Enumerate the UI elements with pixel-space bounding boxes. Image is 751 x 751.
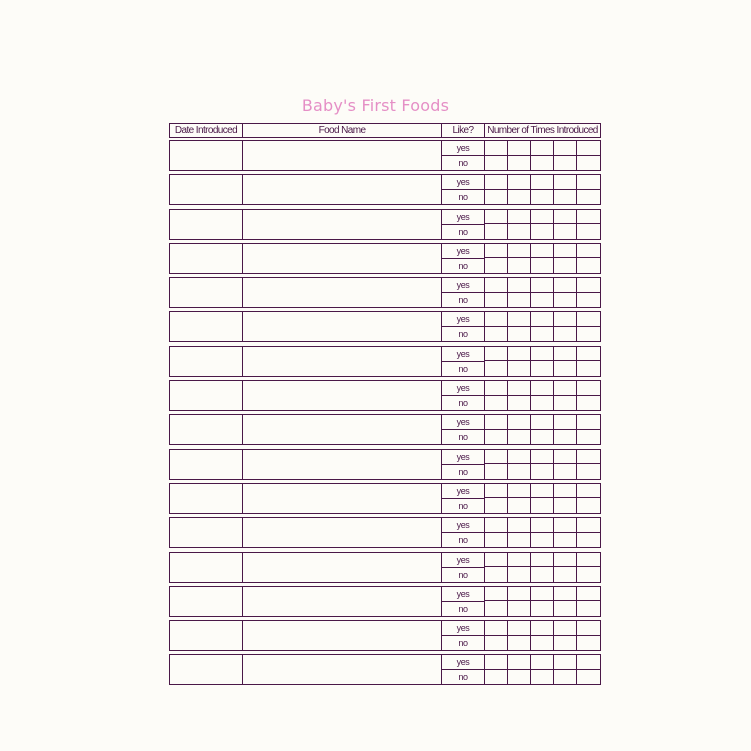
food-name-cell[interactable]	[243, 244, 442, 273]
tally-box[interactable]	[554, 190, 577, 205]
table-row	[169, 140, 601, 171]
tally-box[interactable]	[485, 567, 508, 582]
tally-box[interactable]	[531, 636, 554, 651]
like-no-option[interactable]: no	[458, 158, 468, 168]
tally-box[interactable]	[531, 327, 554, 342]
times-introduced-grid	[485, 450, 600, 479]
tally-box[interactable]	[531, 621, 554, 636]
table-row	[169, 483, 601, 514]
tally-box[interactable]	[485, 381, 508, 396]
tally-box[interactable]	[485, 587, 508, 602]
like-cell	[442, 347, 485, 376]
tally-box[interactable]	[485, 670, 508, 685]
tally-box[interactable]	[485, 156, 508, 171]
tally-box[interactable]	[577, 498, 600, 513]
table-row	[169, 380, 601, 411]
tally-box[interactable]	[485, 361, 508, 376]
tally-box[interactable]	[554, 553, 577, 568]
food-name-cell[interactable]	[243, 553, 442, 582]
page-title: Baby's First Foods	[301, 96, 450, 115]
tally-box[interactable]	[577, 518, 600, 533]
times-introduced-grid	[485, 381, 600, 410]
tally-box[interactable]	[485, 655, 508, 670]
food-name-cell[interactable]	[243, 655, 442, 684]
tally-box[interactable]	[577, 293, 600, 308]
like-no-option[interactable]: no	[458, 226, 468, 237]
tally-box[interactable]	[577, 533, 600, 548]
tally-box[interactable]	[508, 533, 531, 548]
tally-box[interactable]	[508, 553, 531, 568]
tally-box[interactable]	[485, 327, 508, 342]
food-name-cell[interactable]	[243, 278, 442, 307]
tally-box[interactable]	[554, 141, 577, 156]
tally-box[interactable]	[485, 553, 508, 568]
tally-box[interactable]	[531, 430, 554, 445]
times-introduced-grid	[485, 415, 600, 444]
table-row	[169, 654, 601, 685]
tally-box[interactable]	[508, 224, 531, 239]
tally-box[interactable]	[554, 464, 577, 479]
like-yes-option[interactable]: yes	[442, 655, 484, 670]
tally-box[interactable]	[531, 670, 554, 685]
like-cell	[442, 553, 485, 582]
like-no-option[interactable]: no	[458, 260, 468, 271]
tally-box[interactable]	[554, 175, 577, 190]
like-no-option[interactable]: no	[458, 569, 468, 580]
tally-box[interactable]	[485, 190, 508, 205]
tally-box[interactable]	[554, 450, 577, 465]
date-introduced-cell[interactable]	[170, 278, 243, 307]
table-row	[169, 552, 601, 583]
tally-box[interactable]	[485, 312, 508, 327]
tally-box[interactable]	[531, 415, 554, 430]
date-introduced-cell[interactable]	[170, 621, 243, 650]
tally-box[interactable]	[508, 278, 531, 293]
tally-box[interactable]	[508, 293, 531, 308]
like-yes-option[interactable]: yes	[442, 278, 484, 293]
like-no-option[interactable]: no	[458, 603, 468, 614]
times-introduced-grid	[485, 312, 600, 341]
tally-box[interactable]	[508, 381, 531, 396]
tally-box[interactable]	[554, 312, 577, 327]
like-yes-option[interactable]: yes	[442, 553, 484, 568]
tally-box[interactable]	[577, 670, 600, 685]
tally-box[interactable]	[554, 244, 577, 259]
tally-box[interactable]	[531, 655, 554, 670]
tally-box[interactable]	[554, 430, 577, 445]
table-row	[169, 277, 601, 308]
tally-box[interactable]	[531, 553, 554, 568]
tally-box[interactable]	[554, 278, 577, 293]
tally-box[interactable]	[485, 484, 508, 499]
like-yes-option[interactable]: yes	[442, 621, 484, 636]
tally-box[interactable]	[577, 484, 600, 499]
tally-box[interactable]	[485, 347, 508, 362]
tally-box[interactable]	[554, 518, 577, 533]
tally-box[interactable]	[554, 347, 577, 362]
tally-box[interactable]	[508, 258, 531, 273]
table-row	[169, 243, 601, 274]
tally-box[interactable]	[577, 244, 600, 259]
tally-box[interactable]	[531, 361, 554, 376]
food-name-cell[interactable]	[243, 587, 442, 616]
food-name-cell[interactable]	[243, 518, 442, 547]
tally-box[interactable]	[531, 224, 554, 239]
date-introduced-cell[interactable]	[170, 175, 243, 204]
like-no-option[interactable]: no	[458, 398, 468, 409]
header-like: Like?	[442, 124, 485, 137]
date-introduced-cell[interactable]	[170, 347, 243, 376]
tally-box[interactable]	[508, 601, 531, 616]
tally-box[interactable]	[531, 464, 554, 479]
food-name-cell[interactable]	[243, 415, 442, 444]
table-row	[169, 346, 601, 377]
tally-box[interactable]	[554, 533, 577, 548]
like-no-option[interactable]: no	[458, 329, 468, 340]
times-introduced-grid	[485, 244, 600, 273]
tally-box[interactable]	[508, 210, 531, 225]
like-no-option[interactable]: no	[458, 363, 468, 374]
like-yes-option[interactable]: yes	[442, 484, 484, 499]
header-food-name: Food Name	[243, 124, 442, 137]
tally-box[interactable]	[485, 396, 508, 411]
tally-box[interactable]	[531, 450, 554, 465]
like-cell	[442, 484, 485, 513]
tally-box[interactable]	[554, 587, 577, 602]
times-introduced-grid	[485, 141, 600, 170]
tally-box[interactable]	[577, 415, 600, 430]
tally-box[interactable]	[577, 210, 600, 225]
like-yes-option[interactable]: yes	[442, 381, 484, 396]
tally-box[interactable]	[485, 141, 508, 156]
tally-box[interactable]	[508, 244, 531, 259]
tally-box[interactable]	[577, 312, 600, 327]
like-cell	[442, 312, 485, 341]
food-name-cell[interactable]	[243, 381, 442, 410]
like-yes-option[interactable]: yes	[442, 347, 484, 362]
tally-box[interactable]	[531, 278, 554, 293]
date-introduced-cell[interactable]	[170, 553, 243, 582]
tally-box[interactable]	[485, 415, 508, 430]
tally-box[interactable]	[554, 621, 577, 636]
tally-box[interactable]	[485, 464, 508, 479]
table-row	[169, 209, 601, 240]
tally-box[interactable]	[554, 601, 577, 616]
like-yes-option[interactable]: yes	[442, 312, 484, 327]
like-no-option[interactable]: no	[458, 192, 468, 203]
tally-box[interactable]	[577, 636, 600, 651]
tally-box[interactable]	[577, 327, 600, 342]
tally-box[interactable]	[577, 381, 600, 396]
tally-box[interactable]	[577, 567, 600, 582]
tally-box[interactable]	[508, 327, 531, 342]
tally-box[interactable]	[554, 636, 577, 651]
tally-box[interactable]	[554, 210, 577, 225]
times-introduced-grid	[485, 655, 600, 684]
tally-box[interactable]	[577, 258, 600, 273]
tally-box[interactable]	[508, 430, 531, 445]
like-no-option[interactable]: no	[458, 466, 468, 477]
tally-box[interactable]	[554, 258, 577, 273]
like-cell	[442, 655, 485, 684]
tally-box[interactable]	[485, 293, 508, 308]
tally-box[interactable]	[508, 361, 531, 376]
food-name-cell[interactable]	[243, 175, 442, 204]
tally-box[interactable]	[577, 141, 600, 156]
tally-box[interactable]	[508, 175, 531, 190]
like-yes-option[interactable]: yes	[442, 518, 484, 533]
tally-box[interactable]	[531, 381, 554, 396]
food-log-table	[169, 123, 601, 689]
tally-box[interactable]	[508, 156, 531, 171]
tally-box[interactable]	[531, 484, 554, 499]
food-name-cell[interactable]	[243, 450, 442, 479]
like-yes-option[interactable]: yes	[442, 175, 484, 190]
tally-box[interactable]	[485, 498, 508, 513]
like-cell	[442, 621, 485, 650]
tally-box[interactable]	[554, 327, 577, 342]
date-introduced-cell[interactable]	[170, 210, 243, 239]
date-introduced-cell[interactable]	[170, 312, 243, 341]
like-cell	[442, 141, 485, 170]
header-date-introduced: Date Introduced	[170, 124, 243, 137]
tally-box[interactable]	[508, 484, 531, 499]
food-name-cell[interactable]	[243, 484, 442, 513]
tally-box[interactable]	[554, 224, 577, 239]
tally-box[interactable]	[508, 498, 531, 513]
tally-box[interactable]	[485, 601, 508, 616]
tally-box[interactable]	[577, 156, 600, 171]
tally-box[interactable]	[508, 450, 531, 465]
tally-box[interactable]	[508, 670, 531, 685]
like-cell	[442, 210, 485, 239]
food-name-cell[interactable]	[243, 312, 442, 341]
tally-box[interactable]	[531, 312, 554, 327]
tally-box[interactable]	[508, 587, 531, 602]
tally-box[interactable]	[531, 141, 554, 156]
tally-box[interactable]	[577, 361, 600, 376]
like-no-option[interactable]: no	[458, 535, 468, 546]
like-cell	[442, 278, 485, 307]
tally-box[interactable]	[531, 498, 554, 513]
table-row	[169, 311, 601, 342]
tally-box[interactable]	[577, 396, 600, 411]
tally-box[interactable]	[531, 244, 554, 259]
tally-box[interactable]	[508, 415, 531, 430]
tally-box[interactable]	[485, 224, 508, 239]
food-name-cell[interactable]	[243, 347, 442, 376]
tally-box[interactable]	[554, 293, 577, 308]
tally-box[interactable]	[485, 210, 508, 225]
tally-box[interactable]	[508, 655, 531, 670]
tally-box[interactable]	[531, 396, 554, 411]
tally-box[interactable]	[554, 670, 577, 685]
tally-box[interactable]	[554, 415, 577, 430]
tally-box[interactable]	[485, 636, 508, 651]
like-cell	[442, 587, 485, 616]
like-no-option[interactable]: no	[458, 500, 468, 511]
tally-box[interactable]	[531, 587, 554, 602]
tally-box[interactable]	[531, 210, 554, 225]
tally-box[interactable]	[577, 430, 600, 445]
times-introduced-grid	[485, 553, 600, 582]
tally-box[interactable]	[531, 190, 554, 205]
tally-box[interactable]	[577, 464, 600, 479]
tally-box[interactable]	[577, 450, 600, 465]
tally-box[interactable]	[485, 430, 508, 445]
tally-box[interactable]	[485, 450, 508, 465]
like-cell	[442, 450, 485, 479]
tally-box[interactable]	[531, 258, 554, 273]
like-no-option[interactable]: no	[458, 295, 468, 306]
tally-box[interactable]	[577, 224, 600, 239]
tally-box[interactable]	[531, 567, 554, 582]
date-introduced-cell[interactable]	[170, 141, 243, 170]
tally-box[interactable]	[554, 655, 577, 670]
table-row	[169, 517, 601, 548]
date-introduced-cell[interactable]	[170, 450, 243, 479]
tally-box[interactable]	[577, 587, 600, 602]
tally-box[interactable]	[485, 533, 508, 548]
tally-box[interactable]	[554, 396, 577, 411]
date-introduced-cell[interactable]	[170, 587, 243, 616]
tally-box[interactable]	[577, 621, 600, 636]
like-cell	[442, 415, 485, 444]
date-introduced-cell[interactable]	[170, 244, 243, 273]
tally-box[interactable]	[554, 498, 577, 513]
like-no-option[interactable]: no	[458, 432, 468, 443]
header-times-introduced: Number of Times Introduced	[487, 125, 598, 136]
date-introduced-cell[interactable]	[170, 484, 243, 513]
tally-box[interactable]	[531, 601, 554, 616]
tally-box[interactable]	[577, 278, 600, 293]
tally-box[interactable]	[508, 190, 531, 205]
tally-box[interactable]	[508, 141, 531, 156]
tally-box[interactable]	[531, 156, 554, 171]
tally-box[interactable]	[485, 278, 508, 293]
like-no-option[interactable]: no	[458, 672, 468, 683]
times-introduced-grid	[485, 347, 600, 376]
table-row	[169, 449, 601, 480]
tally-box[interactable]	[577, 175, 600, 190]
tally-box[interactable]	[577, 553, 600, 568]
tally-box[interactable]	[554, 484, 577, 499]
table-row	[169, 620, 601, 651]
like-yes-option[interactable]: yes	[442, 587, 484, 602]
tally-box[interactable]	[485, 518, 508, 533]
date-introduced-cell[interactable]	[170, 655, 243, 684]
times-introduced-grid	[485, 278, 600, 307]
times-introduced-grid	[485, 587, 600, 616]
like-cell	[442, 518, 485, 547]
times-introduced-grid	[485, 518, 600, 547]
food-name-cell[interactable]	[243, 141, 442, 170]
food-name-cell[interactable]	[243, 210, 442, 239]
like-cell	[442, 175, 485, 204]
tally-box[interactable]	[531, 518, 554, 533]
tally-box[interactable]	[531, 293, 554, 308]
tally-box[interactable]	[485, 621, 508, 636]
date-introduced-cell[interactable]	[170, 518, 243, 547]
tally-box[interactable]	[508, 312, 531, 327]
table-row	[169, 414, 601, 445]
times-introduced-grid	[485, 484, 600, 513]
tally-box[interactable]	[554, 361, 577, 376]
tally-box[interactable]	[508, 636, 531, 651]
tally-box[interactable]	[508, 518, 531, 533]
like-cell	[442, 381, 485, 410]
date-introduced-cell[interactable]	[170, 381, 243, 410]
tally-box[interactable]	[485, 244, 508, 259]
tally-box[interactable]	[508, 347, 531, 362]
times-introduced-grid	[485, 210, 600, 239]
tally-box[interactable]	[577, 655, 600, 670]
tally-box[interactable]	[577, 347, 600, 362]
like-no-option[interactable]: no	[458, 638, 468, 649]
like-yes-option[interactable]: yes	[442, 450, 484, 465]
tally-box[interactable]	[554, 156, 577, 171]
table-header	[169, 123, 601, 138]
tally-box[interactable]	[577, 190, 600, 205]
tally-box[interactable]	[577, 601, 600, 616]
date-introduced-cell[interactable]	[170, 415, 243, 444]
tally-box[interactable]	[508, 396, 531, 411]
tally-box[interactable]	[531, 533, 554, 548]
like-cell	[442, 244, 485, 273]
times-introduced-grid	[485, 175, 600, 204]
tally-box[interactable]	[554, 381, 577, 396]
times-introduced-grid	[485, 621, 600, 650]
food-name-cell[interactable]	[243, 621, 442, 650]
tally-box[interactable]	[508, 567, 531, 582]
tally-box[interactable]	[508, 464, 531, 479]
tally-box[interactable]	[508, 621, 531, 636]
tally-box[interactable]	[531, 347, 554, 362]
table-row	[169, 174, 601, 205]
tally-box[interactable]	[554, 567, 577, 582]
tally-box[interactable]	[485, 258, 508, 273]
tally-box[interactable]	[485, 175, 508, 190]
table-row	[169, 586, 601, 617]
like-yes-option[interactable]: yes	[442, 415, 484, 430]
like-yes-option[interactable]: yes	[442, 244, 484, 259]
table-body	[169, 140, 601, 685]
like-yes-option[interactable]: yes	[442, 210, 484, 225]
tally-box[interactable]	[531, 175, 554, 190]
like-yes-option[interactable]: yes	[442, 141, 484, 156]
